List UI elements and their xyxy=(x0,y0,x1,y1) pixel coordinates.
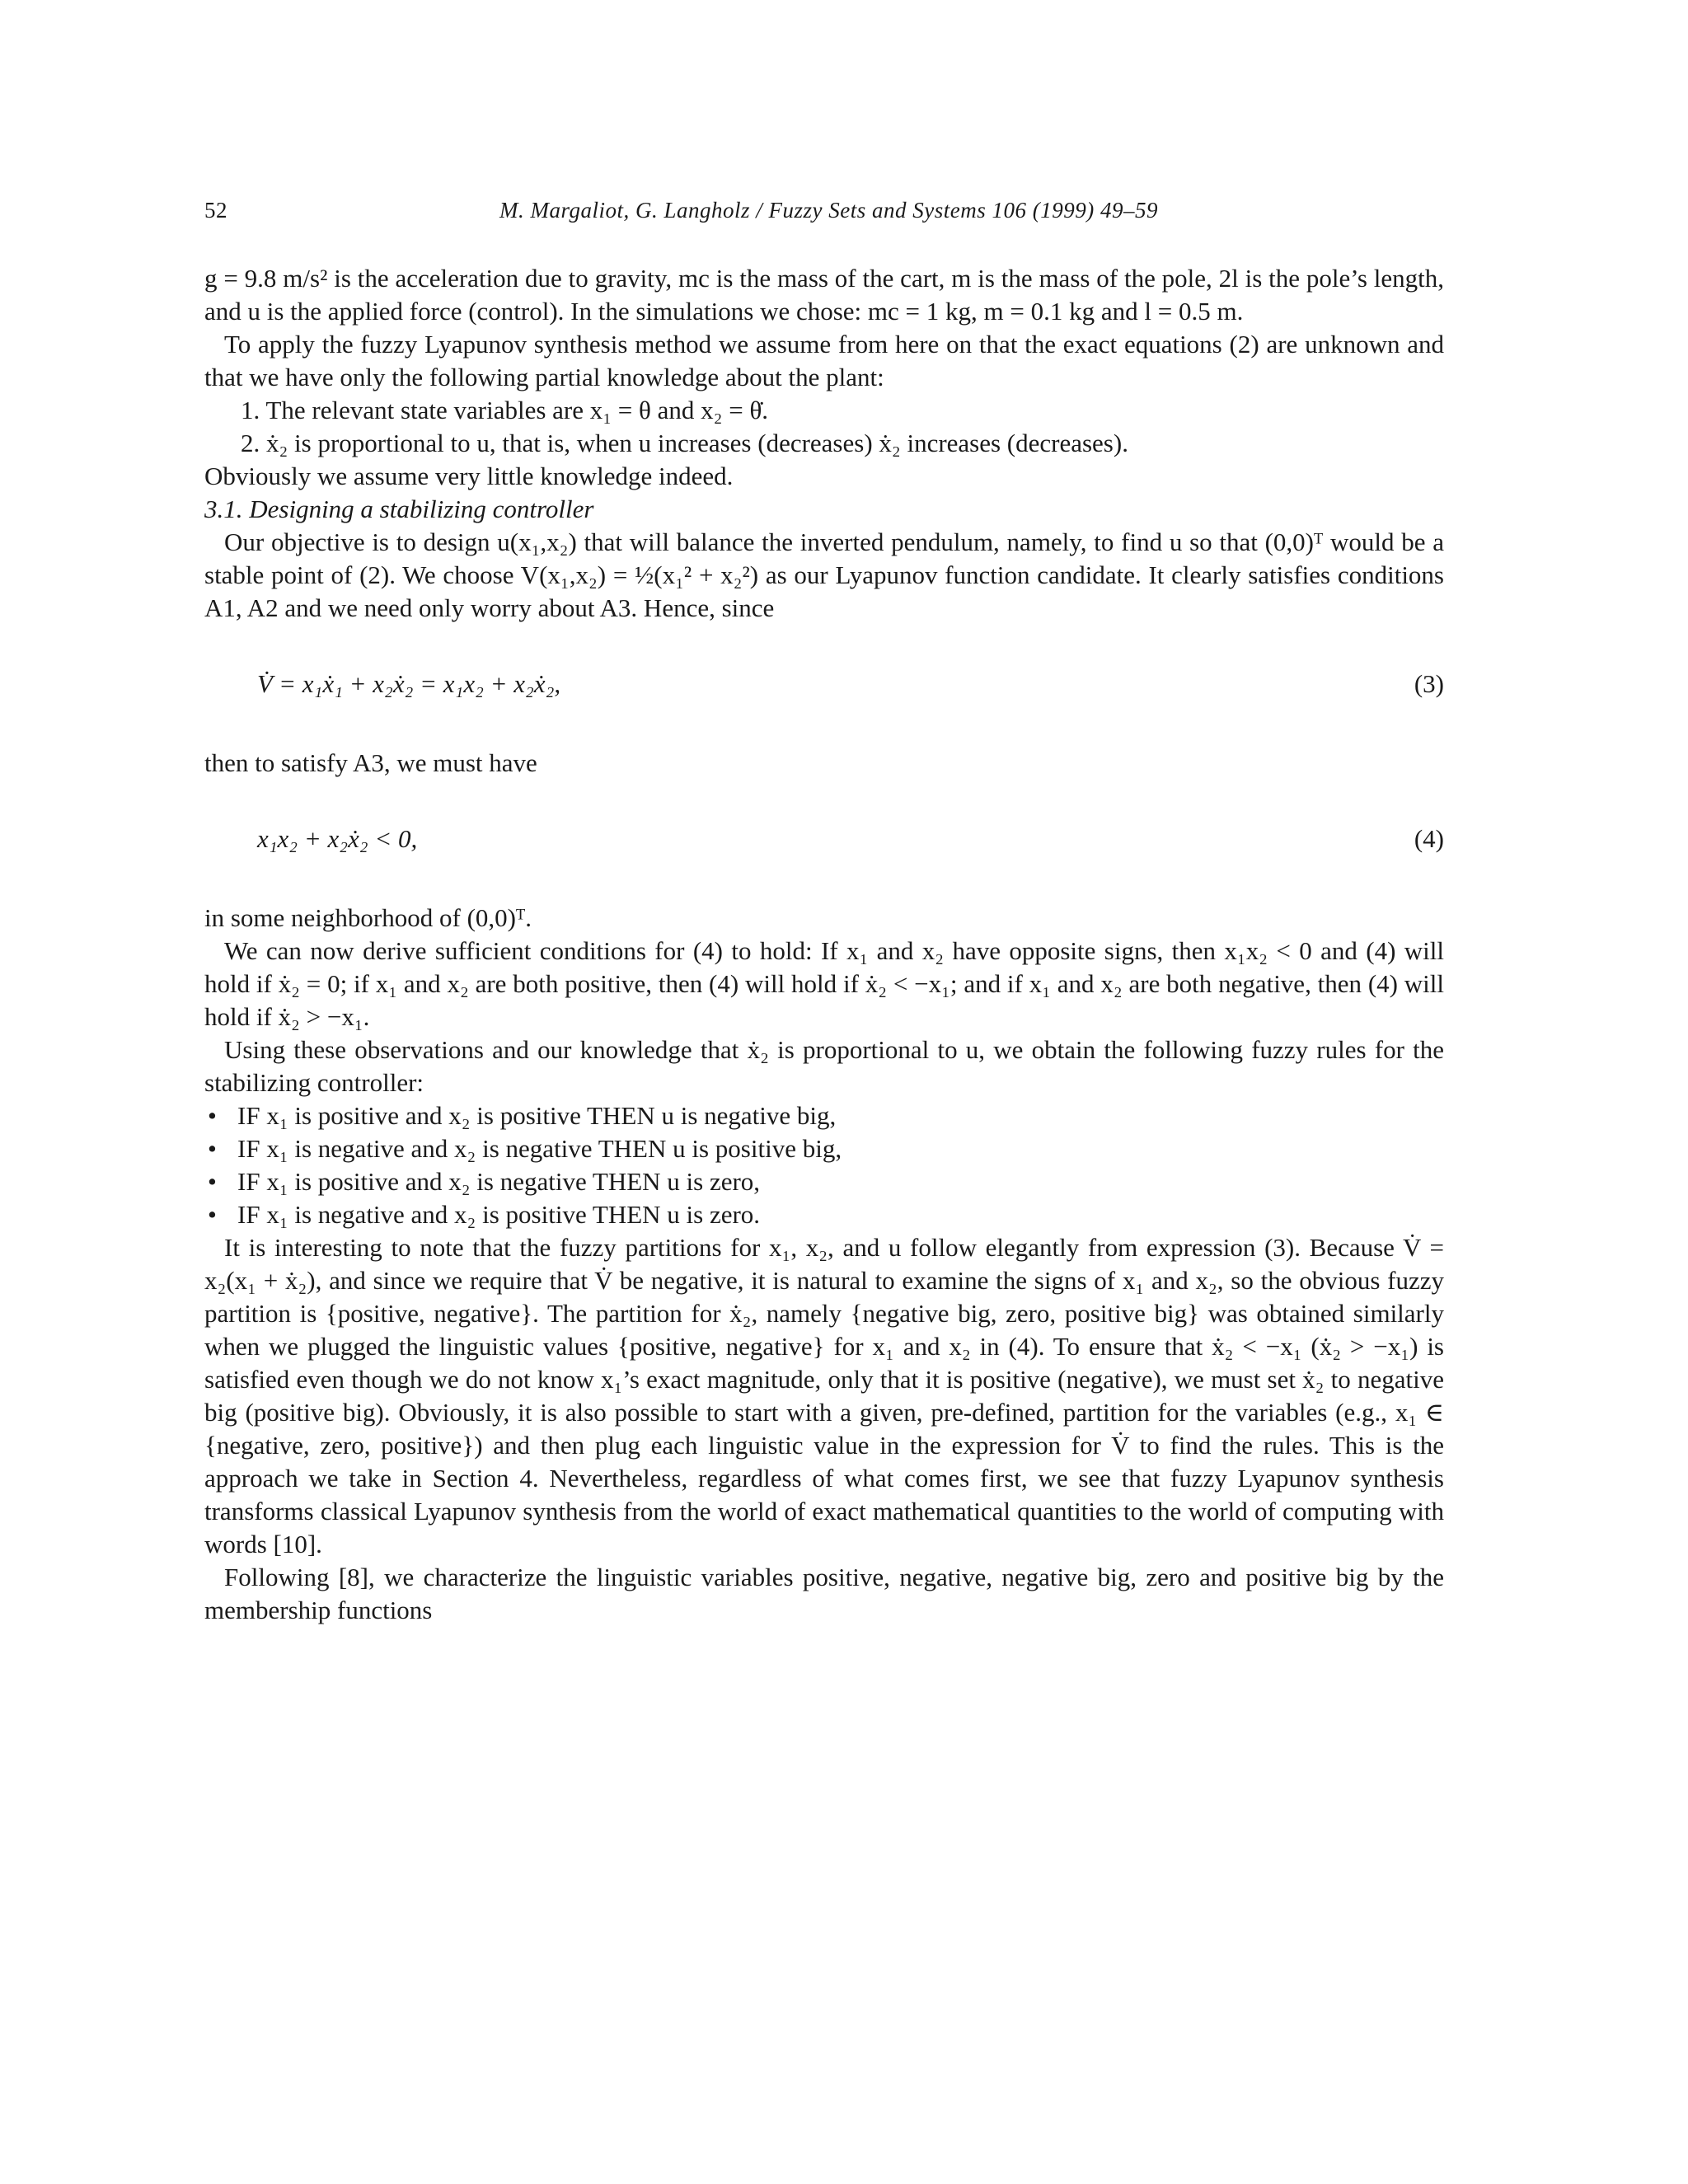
paragraph: Obviously we assume very little knowledge indeed. xyxy=(204,462,734,490)
list-item xyxy=(204,1165,1444,1198)
rule-text: IF x₁ is negative and x₂ is negative THEN u is positive big, xyxy=(237,1134,842,1163)
rule-text: IF x₁ is negative and x₂ is positive THEN u is zero. xyxy=(237,1200,761,1229)
paragraph: then to satisfy A3, we must have xyxy=(204,748,537,777)
paragraph: Following [8], we characterize the linguistic variables positive, negative, negative big, zero and positive big by the membership functions xyxy=(204,1563,1444,1624)
list-item xyxy=(204,1198,1444,1231)
bullet-icon: • xyxy=(208,1167,217,1196)
paragraph: We can now derive sufficient conditions for (4) to hold: If x₁ and x₂ have opposite signs, then x₁x₂ < 0 and (4) will hold if ẋ₂ = 0; if x₁ and x₂ are both positive, then (4) will hold if ẋ₂ < −x₁; and if x₁ and x₂ are both negative, then (4) will hold if ẋ₂ > −x₁. xyxy=(204,936,1444,1031)
bullet-icon: • xyxy=(208,1101,217,1130)
paragraph: Our objective is to design u(x₁,x₂) that will balance the inverted pendulum, namely, to find u so that (0,0)ᵀ would be a stable point of (2). We choose V(x₁,x₂) = ½(x₁² + x₂²) as our Lyapunov function candidate. It clearly satisfies conditions A1, A2 and we need only worry about A3. Hence, since xyxy=(204,527,1444,622)
equation-4 xyxy=(204,823,1444,855)
page-number: 52 xyxy=(204,198,227,223)
paragraph: Using these observations and our knowledge that ẋ₂ is proportional to u, we obtain the following fuzzy rules for the stabilizing controller: xyxy=(204,1035,1444,1097)
paragraph: To apply the fuzzy Lyapunov synthesis method we assume from here on that the exact equations (2) are unknown and that we have only the following partial knowledge about the plant: xyxy=(204,330,1444,391)
equation-body: x₁x₂ + x₂ẋ₂ < 0, xyxy=(257,824,418,853)
paragraph: g = 9.8 m/s² is the acceleration due to gravity, mc is the mass of the cart, m is the mass of the pole, 2l is the pole’s length, and u is the applied force (control). In the simulations we chose: mc = 1 kg, m = 0.1 kg and l = 0.5 m. xyxy=(204,264,1444,326)
bullet-icon: • xyxy=(208,1200,217,1229)
running-head: M. Margaliot, G. Langholz / Fuzzy Sets and Systems 106 (1999) 49–59 xyxy=(499,198,1158,223)
paragraph: It is interesting to note that the fuzzy partitions for x₁, x₂, and u follow elegantly from expression (3). Because V̇ = x₂(x₁ + ẋ₂), and since we require that V̇ be negative, it is natural to examine the signs of x₁ and x₂, so the obvious fuzzy partition is {positive, negative}. The partition for ẋ₂, namely {negative big, zero, positive big} was obtained similarly when we plugged the linguistic values {positive, negative} for x₁ and x₂ in (4). To ensure that ẋ₂ < −x₁ (ẋ₂ > −x₁) is satisfied even though we do not know x₁’s exact magnitude, only that it is positive (negative), we must set ẋ₂ to negative big (positive big). Obviously, it is also possible to start with a given, pre-defined, partition for the variables (e.g., x₁ ∈ {negative, zero, positive}) and then plug each linguistic value in the expression for V̇ to find the rules. This is the approach we take in Section 4. Nevertheless, regardless of what comes first, we see that fuzzy Lyapunov synthesis transforms classical Lyapunov synthesis from the world of exact mathematical quantities to the world of computing with words [10]. xyxy=(204,1233,1444,1558)
list-item xyxy=(204,1099,1444,1132)
section-title: 3.1. Designing a stabilizing controller xyxy=(204,494,594,523)
equation-3 xyxy=(204,668,1444,701)
equation-number: (3) xyxy=(1414,669,1444,698)
body-text xyxy=(204,262,1444,1627)
rule-text: IF x₁ is positive and x₂ is negative THEN u is zero, xyxy=(237,1167,761,1196)
equation-body: V̇ = x₁ẋ₁ + x₂ẋ₂ = x₁x₂ + x₂ẋ₂, xyxy=(257,669,561,698)
list-item: 2. ẋ₂ is proportional to u, that is, when u increases (decreases) ẋ₂ increases (decreases). xyxy=(241,429,1128,457)
equation-number: (4) xyxy=(1414,824,1444,853)
list-item: 1. The relevant state variables are x₁ = θ and x₂ = θ̇. xyxy=(241,396,769,424)
rule-text: IF x₁ is positive and x₂ is positive THEN u is negative big, xyxy=(237,1101,837,1130)
fuzzy-rules-list xyxy=(204,1099,1444,1231)
bullet-icon: • xyxy=(208,1134,217,1163)
list-item xyxy=(204,1132,1444,1165)
paragraph: in some neighborhood of (0,0)ᵀ. xyxy=(204,903,532,932)
